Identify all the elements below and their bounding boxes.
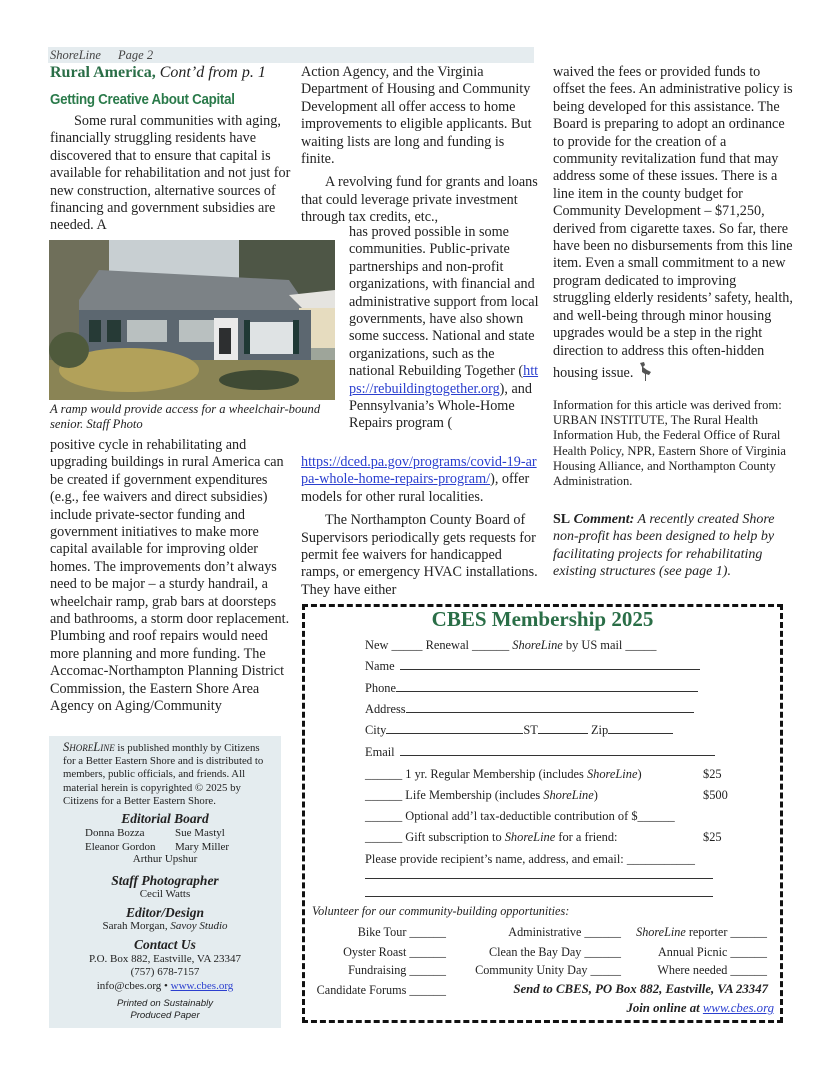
volunteer-candidate-forums[interactable]: Candidate Forums ______ bbox=[316, 983, 446, 997]
article-sources: Information for this article was derived from: URBAN INSTITUTE, The Rural Health Information Hub, the Federal Office of Rural Health Policy, NPR, Eastern Shore of Virginia Housing Alliance, and Northampton County Administration. bbox=[553, 398, 787, 489]
volunteer-unity-day[interactable]: Community Unity Day _____ bbox=[475, 963, 621, 977]
editorial-board-list: Donna Bozza Sue Mastyl Eleanor Gordon Mary Miller bbox=[85, 827, 230, 853]
editor-name: Sarah Morgan, Savoy Studio bbox=[102, 920, 228, 932]
col2-paragraphs: Action Agency, and the Virginia Department of Housing and Community Development all offer access to home improvements to eligible applicants. But waiting lists are long and funding is finite. A revolving fund for grants and loans that could leverage private investment through tax credits, etc., bbox=[301, 64, 538, 226]
volunteer-heading: Volunteer for our community-building opportunities: bbox=[312, 904, 570, 918]
volunteer-where-needed[interactable]: Where needed ______ bbox=[657, 963, 767, 977]
contact-phone: (757) 678-7157 bbox=[130, 966, 200, 978]
volunteer-reporter[interactable]: ShoreLine reporter ______ bbox=[636, 925, 767, 939]
volunteer-oyster-roast[interactable]: Oyster Roast ______ bbox=[343, 945, 446, 959]
volunteer-administrative[interactable]: Administrative ______ bbox=[508, 925, 621, 939]
volunteer-annual-picnic[interactable]: Annual Picnic ______ bbox=[658, 945, 767, 959]
house-photo bbox=[49, 240, 335, 400]
page-number: Page 2 bbox=[118, 48, 154, 62]
price-gift: $25 bbox=[703, 830, 722, 844]
membership-form-title: CBES Membership 2025 bbox=[431, 607, 654, 631]
editorial-board-member: Arthur Upshur bbox=[132, 853, 198, 865]
editorial-board-heading: Editorial Board bbox=[121, 811, 209, 826]
col3-paragraph: waived the fees or provided funds to offset the fees. An administrative policy is being developed for this assistance. The Board is preparing to adopt an ordinance to provide for the creation of a community revitalization fund that may address some of these issues. There is a line item in the county budget for Community Development – $71,250, derived from cigarette taxes. So far, there have been no disbursements from this line item. Even a small commitment to a new program dedicated to improving struggling elderly residents’ safety, health, and well-being through minor housing upgrades would be a step in the right direction to address this often-hidden housing issue. bbox=[553, 64, 793, 387]
printed-note: Printed on Sustainably Produced Paper bbox=[117, 998, 213, 1021]
masthead-intro: ShoreLine is published monthly by Citizens for a Better Eastern Shore and is distributed to members, public officials, and friends. All material herein is copyrighted © 2025 by Citizens for a Better Eastern Shore. bbox=[63, 740, 264, 807]
publication-name: ShoreLine bbox=[50, 48, 101, 62]
option-regular-membership[interactable]: ______ 1 yr. Regular Membership (includes ShoreLine) bbox=[365, 767, 642, 781]
recipient-prompt[interactable]: Please provide recipient’s name, address, and email: ___________ bbox=[365, 852, 695, 866]
photographer-heading: Staff Photographer bbox=[111, 873, 219, 888]
volunteer-bike-tour[interactable]: Bike Tour ______ bbox=[357, 925, 446, 939]
email-field[interactable]: Email bbox=[365, 745, 715, 760]
volunteer-clean-bay[interactable]: Clean the Bay Day ______ bbox=[488, 945, 621, 959]
join-url-link[interactable]: www.cbes.org bbox=[702, 1001, 774, 1015]
heron-icon bbox=[637, 360, 655, 387]
name-field[interactable]: Name bbox=[365, 659, 700, 674]
col2-wrap-paragraph: has proved possible in some communities. Public-private partnerships and non-profit organizations, with financial and administrative support from local governments, have also shown some success. National and state organizations, such as the national Rebuilding Together (https://rebuildingtogether.org), and Pennsylvania’s Whole-Home Repairs program ( bbox=[349, 224, 539, 432]
contact-heading: Contact Us bbox=[134, 937, 196, 952]
address-field[interactable]: Address bbox=[365, 702, 694, 717]
option-gift-subscription[interactable]: ______ Gift subscription to ShoreLine for a friend: bbox=[365, 830, 618, 844]
rebuilding-together-link[interactable]: https://rebuildingtogether.org bbox=[349, 363, 539, 397]
continued-note: Cont’d from p. 1 bbox=[159, 64, 266, 81]
pa-repairs-link[interactable]: https://dced.pa.gov/programs/covid-19-arpa-whole-home-repairs-program/ bbox=[301, 454, 537, 488]
city-st-zip-field[interactable]: City ST Zip bbox=[365, 723, 673, 738]
contact-email-web: info@cbes.org • www.cbes.org bbox=[96, 980, 234, 992]
send-to-address: Send to CBES, PO Box 882, Eastville, VA 23347 bbox=[513, 982, 768, 996]
join-online: Join online at www.cbes.org bbox=[626, 1001, 774, 1015]
contact-address: P.O. Box 882, Eastville, VA 23347 bbox=[88, 953, 242, 965]
col1-paragraph-cont: positive cycle in rehabilitating and upgrading buildings in rural America can be created if government expenditures (e.g., fee waivers and direct subsidies) include private-sector funding and government initiatives to make more capital available for improving older homes. The improvements don’t always need to be major – a sturdy handrail, a wheelchair ramp, grab bars at doorsteps and bathrooms, a storm door replacement. Plumbing and roof repairs would need more planning and more funding. The Accomac-Northampton Planning District Commission, the Eastern Shore Area Agency on Aging/Community bbox=[50, 437, 290, 715]
photo-caption: A ramp would provide access for a wheelchair-bound senior. Staff Photo bbox=[50, 402, 321, 431]
phone-field[interactable]: Phone bbox=[365, 681, 698, 696]
contact-email[interactable]: info@cbes.org bbox=[96, 980, 162, 992]
col2-paragraph-cont: https://dced.pa.gov/programs/covid-19-arpa-whole-home-repairs-program/), offer models for other rural localities. The Northampton County Board of Supervisors periodically gets requests for permit fee waivers for handicapped ramps, or emergency HVAC installations. They have either bbox=[301, 454, 538, 598]
house-image bbox=[49, 240, 335, 400]
photographer-name: Cecil Watts bbox=[139, 888, 191, 900]
recipient-line-1[interactable] bbox=[365, 878, 713, 879]
sl-comment: SL Comment: A recently created Shore non-profit has been designed to help by facilitating projects for rehabilitating existing structures (see page 1). bbox=[553, 512, 775, 579]
col1-paragraph: Some rural communities with aging, financially struggling residents have discovered that to ensure that capital is available for rehabilitation and not just for new construction, alternative sources of financing and government subsidies are needed. A bbox=[50, 113, 291, 234]
title-text: Rural America, bbox=[50, 64, 156, 81]
membership-type-row[interactable]: New _____ Renewal ______ ShoreLine by US mail _____ bbox=[365, 638, 657, 652]
volunteer-fundraising[interactable]: Fundraising ______ bbox=[348, 963, 446, 977]
price-regular: $25 bbox=[703, 767, 722, 781]
subheading: Getting Creative About Capital bbox=[50, 92, 235, 108]
editor-heading: Editor/Design bbox=[125, 905, 204, 920]
article-title bbox=[50, 64, 266, 82]
website-link[interactable]: www.cbes.org bbox=[170, 980, 234, 992]
option-life-membership[interactable]: ______ Life Membership (includes ShoreLine) bbox=[365, 788, 598, 802]
recipient-line-2[interactable] bbox=[365, 896, 713, 897]
page-header bbox=[50, 48, 167, 63]
price-life: $500 bbox=[703, 788, 728, 802]
option-contribution[interactable]: ______ Optional add’l tax-deductible contribution of $______ bbox=[365, 809, 675, 823]
